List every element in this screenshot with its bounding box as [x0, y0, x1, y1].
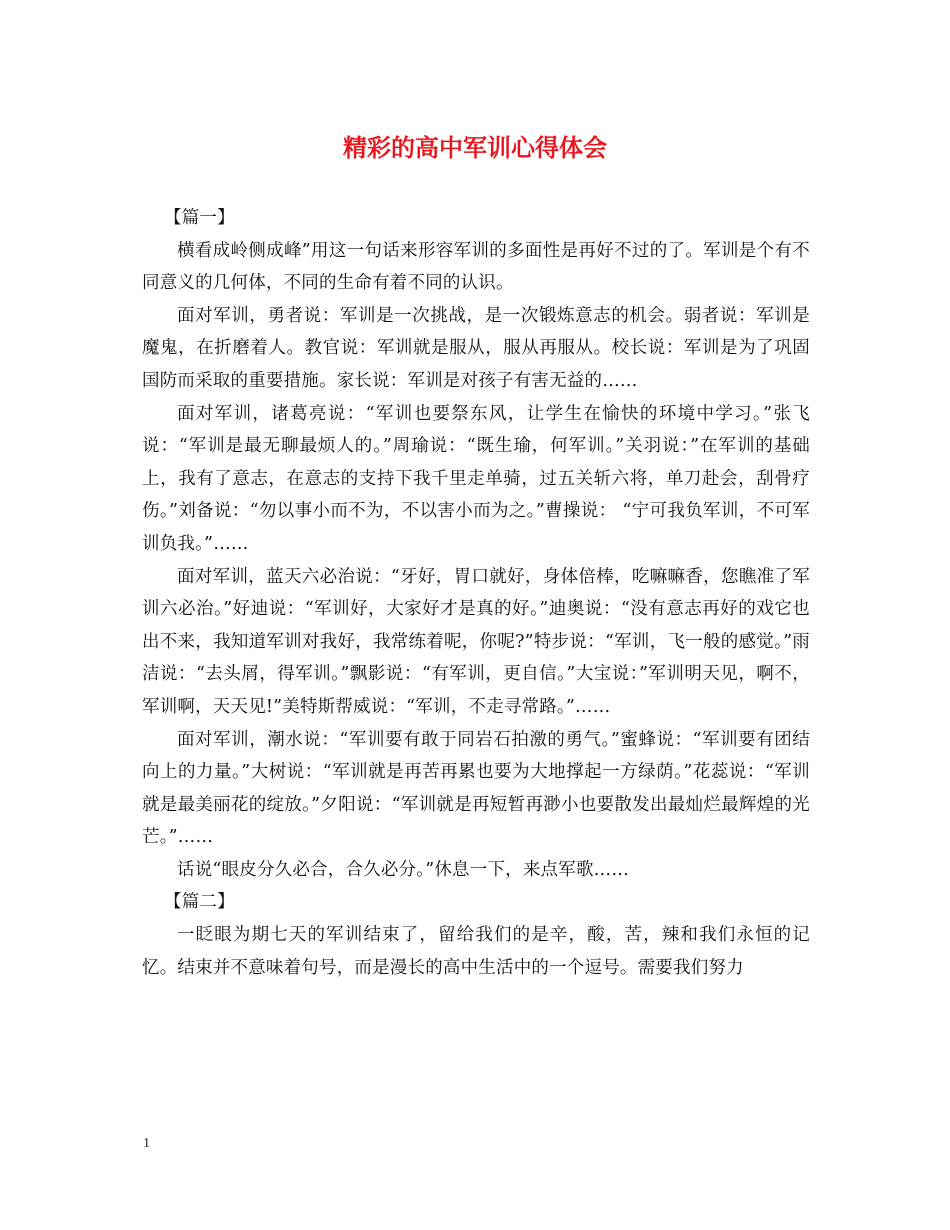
document-body [142, 202, 810, 984]
paragraph: 横看成岭侧成峰”用这一句话来形容军训的多面性是再好不过的了。军训是个有不同意义的几何体，不同的生命有着不同的认识。 [142, 240, 810, 294]
paragraph: 话说“眼皮分久必合，合久必分。”休息一下，来点军歌…… [177, 859, 630, 880]
paragraph: 面对军训，蓝天六必治说：“牙好，胃口就好，身体倍棒，吃嘛嘛香，您瞧准了军训六必治。”好迪说：“军训好，大家好才是真的好。”迪奥说：“没有意志再好的戏它也出不来，我知道军训对我好，我常练着呢，你呢?”特步说：“军训，飞一般的感觉。”雨洁说：“去头屑，得军训。”飘影说：“有军训，更自信。”大宝说：”军训明天见，啊不，军训啊，天天见!”美特斯帮威说：“军训，不走寻常路。”…… [142, 566, 810, 717]
paragraph: 面对军训，勇者说：军训是一次挑战，是一次锻炼意志的机会。弱者说：军训是魔鬼，在折磨着人。教官说：军训就是服从，服从再服从。校长说：军训是为了巩固国防而采取的重要措施。家长说：军训是对孩子有害无益的…… [142, 305, 810, 391]
paragraph: 面对军训，潮水说：“军训要有敢于同岩石拍激的勇气。”蜜蜂说：“军训要有团结向上的力量。”大树说：“军训就是再苦再累也要为大地撑起一方绿荫。”花蕊说：“军训就是最美丽花的绽放。”夕阳说：“军训就是再短暂再渺小也要散发出最灿烂最辉煌的光芒。”…… [142, 729, 810, 848]
page-number: 1 [143, 1136, 150, 1151]
paragraph: 面对军训，诸葛亮说：“军训也要祭东风，让学生在愉快的环境中学习。”张飞说：“军训是最无聊最烦人的。”周瑜说：“既生瑜，何军训。”关羽说：”在军训的基础上，我有了意志，在意志的支持下我千里走单骑，过五关斩六将，单刀赴会，刮骨疗伤。”刘备说：“勿以事小而不为，不以害小而为之。”曹操说： “宁可我负军训，不可军训负我。”…… [142, 403, 810, 554]
section-heading: 【篇一】 [164, 208, 235, 228]
document-title: 精彩的高中军训心得体会 [343, 133, 607, 162]
paragraph: 一眨眼为期七天的军训结束了，留给我们的是辛，酸，苦，辣和我们永恒的记忆。结束并不意味着句号，而是漫长的高中生活中的一个逗号。需要我们努力 [142, 925, 810, 978]
section-heading: 【篇二】 [164, 892, 235, 913]
